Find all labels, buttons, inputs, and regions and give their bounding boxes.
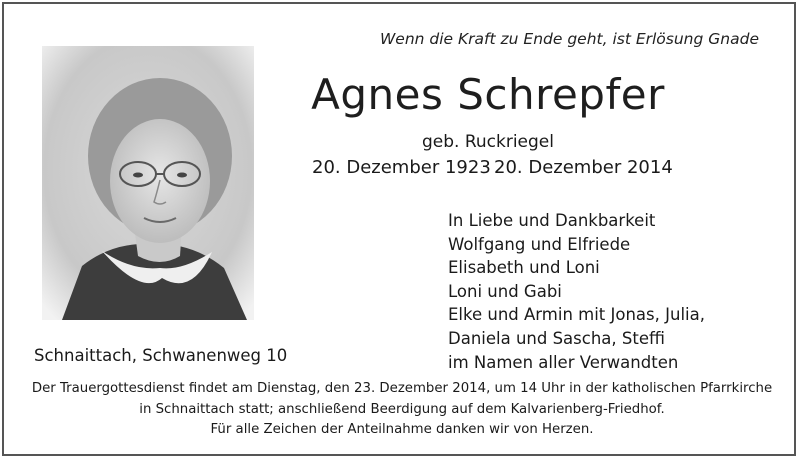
obituary-card bbox=[2, 2, 796, 456]
mourners-list bbox=[448, 209, 778, 374]
portrait-photo bbox=[42, 46, 254, 320]
mourners-line: Loni und Gabi bbox=[448, 281, 562, 301]
mourners-line: Daniela und Sascha, Steffi bbox=[448, 328, 665, 348]
notice-line: in Schnaittach statt; anschließend Beerdigung auf dem Kalvarienberg-Friedhof. bbox=[139, 401, 665, 417]
mourners-line: im Namen aller Verwandten bbox=[448, 352, 679, 372]
motto-text: Wenn die Kraft zu Ende geht, ist Erlösung Gnade bbox=[379, 30, 759, 48]
death-date: 20. Dezember 2014 bbox=[494, 157, 673, 178]
mourners-line: Elisabeth und Loni bbox=[448, 258, 600, 278]
portrait-illustration bbox=[42, 46, 254, 320]
maiden-name: geb. Ruckriegel bbox=[421, 132, 554, 152]
address: Schnaittach, Schwanenweg 10 bbox=[34, 346, 288, 365]
service-notice bbox=[14, 379, 790, 441]
notice-line: Für alle Zeichen der Anteilnahme danken wir von Herzen. bbox=[210, 422, 594, 437]
mourners-line: Elke und Armin mit Jonas, Julia, bbox=[448, 305, 705, 325]
mourners-line: Wolfgang und Elfriede bbox=[448, 234, 631, 254]
notice-line: Der Trauergottesdienst findet am Dienstag, den 23. Dezember 2014, um 14 Uhr in der katholischen Pfarrkirche bbox=[31, 381, 773, 396]
birth-date: 20. Dezember 1923 bbox=[312, 157, 491, 178]
mourners-line: In Liebe und Dankbarkeit bbox=[448, 211, 656, 230]
deceased-name: Agnes Schrepfer bbox=[311, 70, 665, 119]
